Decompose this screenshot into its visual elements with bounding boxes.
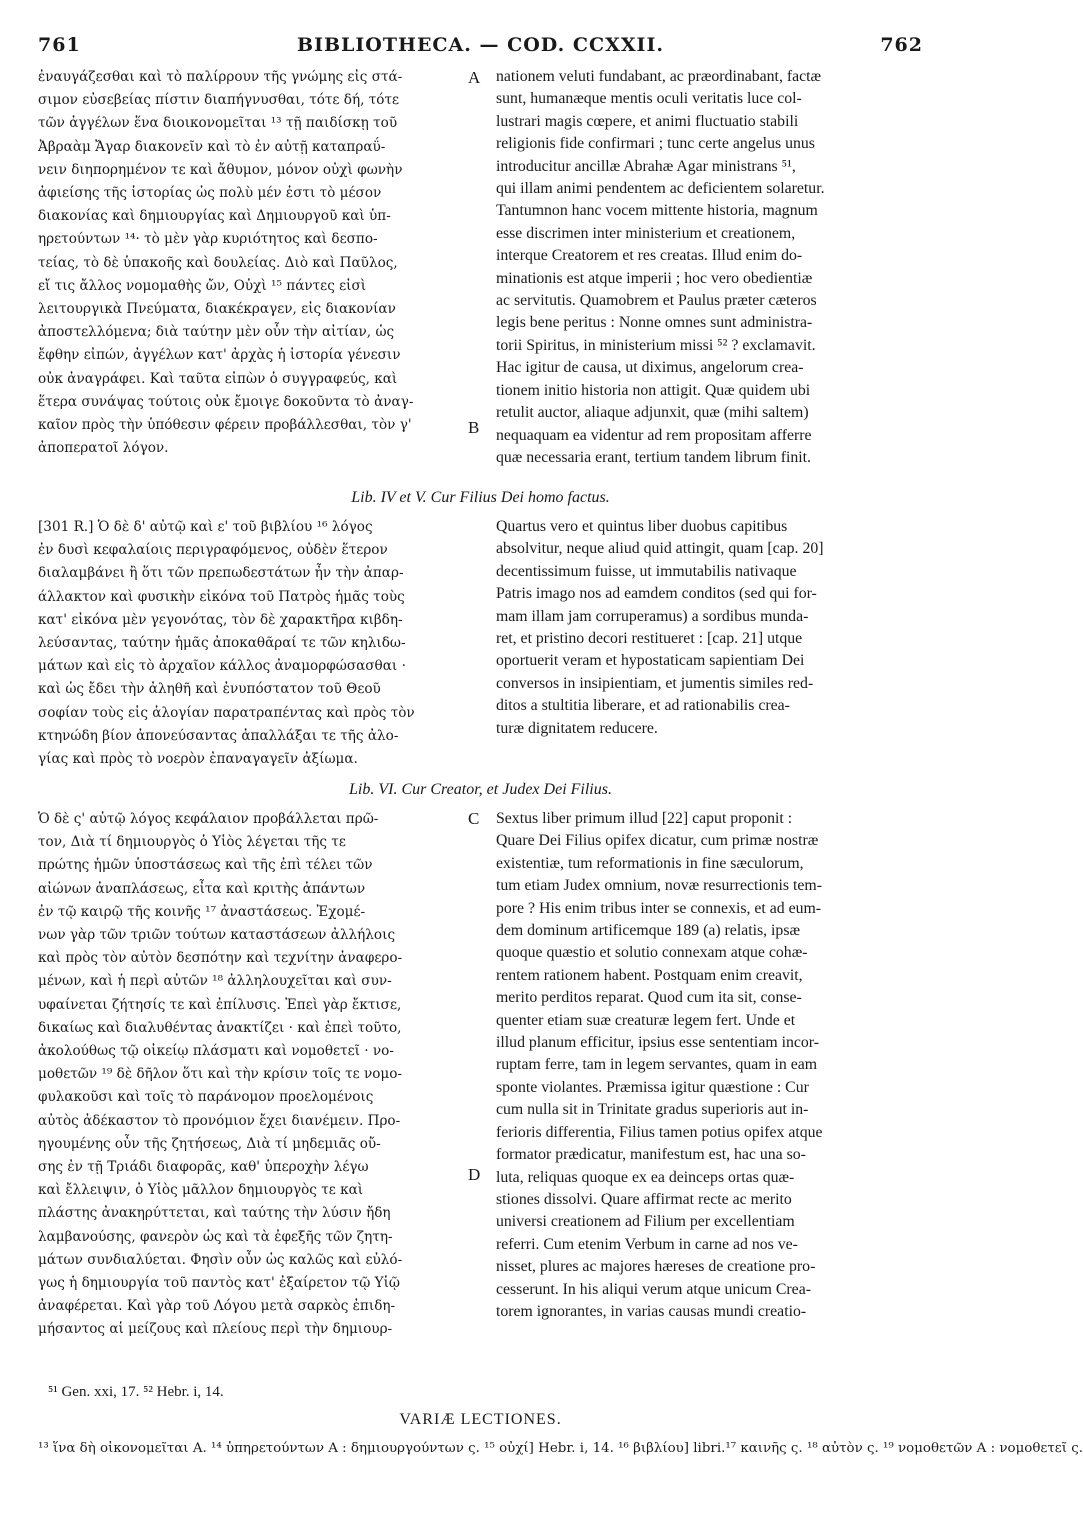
running-head [38, 34, 923, 58]
greek-text-line: Ὁ δὲ ς' αὐτῷ λόγος κεφάλαιον προβάλλεται πρῶ- [38, 811, 379, 827]
greek-text-line: καῖον πρὸς τὴν ὑπόθεσιν φέρειν προβάλλεσθαι, τὸν γ' [38, 417, 412, 434]
latin-text-line: quenter etiam suæ creaturæ legem fert. Unde et [496, 1011, 796, 1029]
greek-text-line: ἕτερα συνάψας τούτοις οὐκ ἔμοιγε δοκοῦντα τὸ ἀναγ- [38, 393, 414, 410]
greek-text-line: κτηνώδη βίον ἀπονεύσαντας ἀπαλλάξαι τε τῆς ἀλο- [38, 727, 399, 744]
greek-text-line: ἀκολούθως τῷ οἰκείῳ πλάσματι καὶ νομοθετεῖ · νο- [38, 1043, 394, 1060]
greek-column-block-2 [38, 516, 463, 771]
footnotes: ⁵¹ Gen. xxi, 17. ⁵² Hebr. i, 14. [48, 1384, 224, 1400]
page-number-right: 762 [880, 34, 923, 56]
variant-reading-line: ¹³ ἵνα δὴ οἰκονομεῖται A. ¹⁴ ὑπηρετούντων A : δημιουργούντων ς. ¹⁵ οὐχί] Hebr. i, 14. ¹⁶ βιβλίου] libri. [38, 1441, 726, 1456]
latin-text-line: ferioris differentia, Filius tamen potius opifex atque [496, 1123, 823, 1141]
latin-text-line: existentiæ, tum reformationis in fine sæculorum, [496, 854, 804, 872]
latin-text-line: torem ignorantes, in varias causas mundi creatio- [496, 1302, 807, 1320]
latin-text-line: Hac igitur de causa, ut diximus, angelorum crea- [496, 359, 804, 377]
running-title: BIBLIOTHECA. — COD. CCXXII. [297, 34, 664, 56]
greek-text-line: καὶ ἔλλειψιν, ὁ Υἱὸς μᾶλλον δημιουργὸς τε καὶ [38, 1182, 364, 1199]
greek-text-line: ἔφθην εἰπών, ἀγγέλων κατ' ἀρχὰς ἡ ἱστορία γένεσιν [38, 347, 401, 364]
greek-text-line: αἰώνων ἀναπλάσεως, εἶτα καὶ κριτὴς ἁπάντων [38, 880, 366, 897]
greek-text-line: μοθετῶν ¹⁹ δὲ δῆλον ὅτι καὶ τὴν κρίσιν τοῖς τε νομο- [38, 1066, 403, 1083]
latin-text-line: nequaquam ea videntur ad rem propositam afferre [496, 426, 812, 444]
greek-text-line: υφαίνεται ζήτησίς τε καὶ ἐπίλυσις. Ἐπεὶ γὰρ ἔκτισε, [38, 996, 402, 1013]
latin-text-line: conversos in insipientiam, et jumentis similes red- [496, 674, 814, 692]
latin-text-line: cum nulla sit in Trinitate gradus superioris aut in- [496, 1101, 809, 1119]
greek-text-line: δικαίως καὶ διαλυθέντας ἀνακτίζει · καὶ ἐπεὶ τοῦτο, [38, 1019, 402, 1036]
greek-text-line: ἐναυγάζεσθαι καὶ τὸ παλίρρουν τῆς γνώμης εἰς στά- [38, 69, 403, 85]
greek-text-line: νων γὰρ τῶν τριῶν τούτων καταστάσεων ἀλλήλοις [38, 927, 396, 944]
greek-text-line: τῶν ἀγγέλων ἕνα διοικονομεῖται ¹³ τῇ παιδίσκῃ τοῦ [38, 115, 398, 132]
variant-reading-line: ¹⁷ καινῆς ς. ¹⁸ αὐτὸν ς. ¹⁹ νομοθετῶν A : νομοθετεῖ ς. [725, 1441, 1083, 1456]
greek-text-line: σιμον εὐσεβείας πίστιν διαπήγνυσθαι, τότε δή, τότε [38, 92, 400, 109]
latin-text-line: merito perditos reparat. Quod cum ita sit, conse- [496, 989, 802, 1007]
latin-text-line: Tantumnon hanc vocem mittente historia, magnum [496, 202, 818, 220]
greek-text-line: ἐν τῷ καιρῷ τῆς κοινῆς ¹⁷ ἀναστάσεως. Ἐχομέ- [38, 903, 366, 920]
latin-text-line: luta, reliquas quoque ex ea deinceps ortas quæ- [496, 1168, 795, 1186]
greek-text-line: ἀφιείσης τῆς ἱστορίας ὡς πολὺ μέν ἐστι τὸ μέσον [38, 185, 382, 202]
greek-text-line: σοφίαν τοὺς εἰς ἀλογίαν παρατραπέντας καὶ πρὸς τὸν [38, 704, 415, 721]
greek-text-line: γίας καὶ πρὸς τὸ νοερὸν ἐπαναγαγεῖν ἀξίωμα. [38, 751, 358, 768]
greek-text-line: πλάστης ἀνακηρύττεται, καὶ ταύτης τὴν λύσιν ἤδη [38, 1205, 391, 1222]
latin-text-line: stiones dissolvi. Quare affirmat recte ac merito [496, 1190, 792, 1208]
latin-text-line: lustrari magis cœpere, et animi fluctuatio stabili [496, 112, 799, 130]
latin-text-line: minationis est atque imperii ; hoc vero obedientiæ [496, 269, 813, 287]
latin-text-line: tum etiam Judex omnium, novæ resurrectionis tem- [496, 877, 822, 895]
margin-marker-a: A [468, 68, 481, 87]
margin-marker-d: D [468, 1165, 481, 1184]
margin-marker-c: C [468, 809, 480, 828]
greek-text-line: καὶ πρὸς τὸν αὐτὸν δεσπότην καὶ τεχνίτην ἀναφερο- [38, 950, 403, 967]
greek-text-line: διαλαμβάνει ἢ ὅτι τῶν πρεπωδεστάτων ἦν τὴν ἀπαρ- [38, 565, 404, 582]
latin-text-line: pore ? His enim tribus inter se connexis, et ad eum- [496, 899, 822, 917]
latin-text-line: formator prædicatur, manifestum est, hac una so- [496, 1146, 806, 1164]
latin-text-line: oportuerit veram et hypostaticam sapientiam Dei [496, 652, 805, 670]
greek-text-line: αὐτὸς ἀδέκαστον τὸ προνόμιον ἔχει διανέμειν. Προ- [38, 1112, 401, 1129]
greek-text-line: ἀναφέρεται. Καὶ γὰρ τοῦ Λόγου μετὰ σαρκὸς ἐπιδη- [38, 1298, 396, 1315]
latin-text-line: interque Creatorem et res creatas. Illud enim do- [496, 247, 803, 265]
greek-text-line: γως ἡ δημιουργία τοῦ παντὸς κατ' ἐξαίρετον τῷ Υἱῷ [38, 1275, 400, 1292]
latin-text-line: sponte violantes. Præmissa igitur quæstione : Cur [496, 1078, 809, 1096]
greek-text-line: διακονίας καὶ δημιουργίας καὶ Δημιουργοῦ καὶ ὑπ- [38, 208, 391, 225]
greek-text-line: λαμβανούσης, φανερὸν ὡς καὶ τὰ ἐφεξῆς τῶν ζητη- [38, 1228, 393, 1245]
greek-text-line: φυλακοῦσι καὶ τοῖς τὸ παράνομον προελομένοις [38, 1089, 374, 1106]
latin-text-line: turæ dignitatem reducere. [496, 719, 658, 737]
margin-marker-b: B [468, 418, 480, 437]
greek-text-line: καὶ ὡς ἔδει τὴν ἀληθῆ καὶ ἐνυπόστατον τοῦ Θεοῦ [38, 681, 381, 698]
latin-text-line: absolvitur, neque aliud quid attingit, quam [cap. 20] [496, 540, 824, 558]
latin-text-line: qui illam animi pendentem ac deficientem solaretur. [496, 180, 825, 198]
greek-column-block-3 [38, 808, 463, 1342]
latin-text-line: legis bene peritus : Nonne omnes sunt administra- [496, 314, 813, 332]
latin-text-line: ruptam ferre, tam in legem servantes, quam in eam [496, 1056, 818, 1074]
latin-text-line: rentem rationem habent. Postquam enim creavit, [496, 966, 803, 984]
section-heading-vi: Lib. VI. Cur Creator, et Judex Dei Filius. [349, 781, 612, 798]
latin-text-line: introducitur ancillæ Abrahæ Agar ministrans ⁵¹, [496, 157, 796, 175]
greek-text-line: μένων, καὶ ἡ περὶ αὐτῶν ¹⁸ ἀλληλουχεῖται καὶ συν- [38, 973, 392, 990]
latin-text-line: retulit auctor, aliaque adjunxit, quæ (mihi saltem) [496, 404, 809, 422]
latin-text-line: Sextus liber primum illud [22] caput proponit : [496, 810, 793, 827]
latin-text-line: illud planum efficitur, ipsius esse sententiam incor- [496, 1034, 819, 1052]
latin-text-line: cesserunt. In his aliqui verum atque unicum Crea- [496, 1280, 811, 1298]
latin-text-line: tionem initio historia non attigit. Quæ quidem ubi [496, 381, 811, 399]
latin-text-line: nationem veluti fundabant, ac præordinabant, factæ [496, 68, 822, 85]
latin-text-line: torii Spiritus, in ministerium missi ⁵² ? exclamavit. [496, 336, 816, 354]
greek-text-line: οὐκ ἀναγράφει. Καὶ ταῦτα εἰπὼν ὁ συγγραφεύς, καὶ [38, 370, 398, 387]
greek-text-line: μήσαντος αἱ μείζους καὶ πλείους περὶ τὴν δημιουρ- [38, 1321, 393, 1338]
greek-text-line: [301 R.] Ὁ δὲ δ' αὐτῷ καὶ ε' τοῦ βιβλίου ¹⁶ λόγος [38, 519, 373, 535]
latin-text-line: nisset, plures ac majores hæreses de creatione pro- [496, 1258, 816, 1276]
greek-text-line: ἀποστελλόμενα; διὰ ταύτην μὲν οὖν τὴν αἰτίαν, ὡς [38, 324, 395, 341]
greek-text-line: λειτουργικὰ Πνεύματα, διακέκραγεν, εἰς διακονίαν [38, 301, 396, 318]
greek-text-line: άλλακτον καὶ φυσικὴν εἰκόνα τοῦ Πατρὸς ἡμᾶς τοὺς [38, 588, 405, 605]
section-heading-iv-v: Lib. IV et V. Cur Filius Dei homo factus. [351, 489, 610, 506]
latin-text-line: quæ necessaria erant, tertium tandem librum finit. [496, 448, 811, 466]
latin-text-line: ditos a stultitia liberare, et ad rationabilis crea- [496, 697, 790, 715]
latin-text-line: referri. Cum etenim Verbum in carne ad nos ve- [496, 1235, 798, 1253]
latin-text-line: religionis fide confirmari ; tunc certe angelus unus [496, 135, 815, 153]
greek-text-line: ηγουμένης οὖν τῆς ζητήσεως, Διὰ τί μηδεμιᾶς οὔ- [38, 1135, 381, 1152]
latin-text-line: ac servitutis. Quamobrem et Paulus præter cæteros [496, 292, 817, 310]
greek-text-line: μάτων συνδιαλύεται. Φησὶν οὖν ὡς καλῶς καὶ εὐλό- [38, 1251, 403, 1268]
greek-column-block-1 [38, 66, 463, 460]
greek-text-line: νειν διηπορημένον τε καὶ ἄθυμον, μόνον οὐχὶ φωνὴν [38, 161, 403, 178]
latin-text-line: Quartus vero et quintus liber duobus capitibus [496, 518, 788, 535]
variae-lectiones-heading: VARIÆ LECTIONES. [399, 1411, 562, 1428]
greek-text-line: κατ' εἰκόνα μὲν γεγονότας, τὸν δὲ χαρακτῆρα κιβδη- [38, 611, 403, 628]
latin-column-block-1 [496, 66, 924, 469]
latin-text-line: universi creationem ad Filium per excellentiam [496, 1213, 795, 1231]
greek-text-line: ηρετούντων ¹⁴· τὸ μὲν γὰρ κυριότητος καὶ δεσπο- [38, 231, 378, 248]
latin-text-line: quoque quæstio et solutio connexam atque cohæ- [496, 944, 808, 962]
greek-text-line: ἀποπερατοῖ λόγον. [38, 440, 169, 457]
latin-column-block-2 [496, 516, 924, 740]
latin-column-block-3 [496, 808, 924, 1323]
latin-text-line: sunt, humanæque mentis oculi veritatis luce col- [496, 90, 802, 108]
greek-text-line: τείας, τὸ δὲ ὑπακοῆς καὶ δουλείας. Διὸ καὶ Παῦλος, [38, 254, 398, 271]
greek-text-line: τον, Διὰ τί δημιουργὸς ὁ Υἱὸς λέγεται τῆς τε [38, 834, 346, 851]
greek-text-line: σης ἐν τῇ Τριάδι διαφορᾶς, καθ' ὑπεροχὴν λέγω [38, 1159, 369, 1176]
latin-text-line: Patris imago nos ad eamdem conditos (sed qui for- [496, 585, 817, 603]
greek-text-line: μάτων καὶ εἰς τὸ ἀρχαῖον κάλλος ἀναμορφώσασθαι · [38, 658, 406, 675]
greek-text-line: εἴ τις ἄλλος νομομαθὴς ὤν, Οὐχὶ ¹⁵ πάντες εἰσὶ [38, 277, 367, 294]
latin-text-line: Quare Dei Filius opifex dicatur, cum primæ nostræ [496, 832, 819, 850]
variae-lectiones [38, 1438, 1083, 1460]
greek-text-line: πρώτης ἡμῶν ὑποστάσεως καὶ τῆς ἐπὶ τέλει τῶν [38, 857, 373, 874]
latin-text-line: esse discrimen inter ministerium et creationem, [496, 224, 796, 242]
latin-text-line: ret, et pristino decori restitueret : [cap. 21] utque [496, 630, 803, 648]
greek-text-line: Ἀβραὰμ Ἄγαρ διακονεῖν καὶ τὸ ἐν αὐτῇ καταπραΰ- [38, 138, 386, 155]
latin-text-line: mam illam jam corruperamus) a sordibus munda- [496, 607, 809, 625]
greek-text-line: λεύσαντας, ταύτην ἡμᾶς ἀποκαθᾶραί τε τῶν κηλιδω- [38, 635, 406, 652]
page-number-left: 761 [38, 34, 81, 56]
latin-text-line: dem dominum artificemque 189 (a) relatis, ipsæ [496, 922, 801, 940]
latin-text-line: decentissimum fuisse, ut immutabilis nativaque [496, 562, 797, 580]
greek-text-line: ἐν δυσὶ κεφαλαίοις περιγραφόμενος, οὐδὲν ἕτερον [38, 542, 388, 559]
